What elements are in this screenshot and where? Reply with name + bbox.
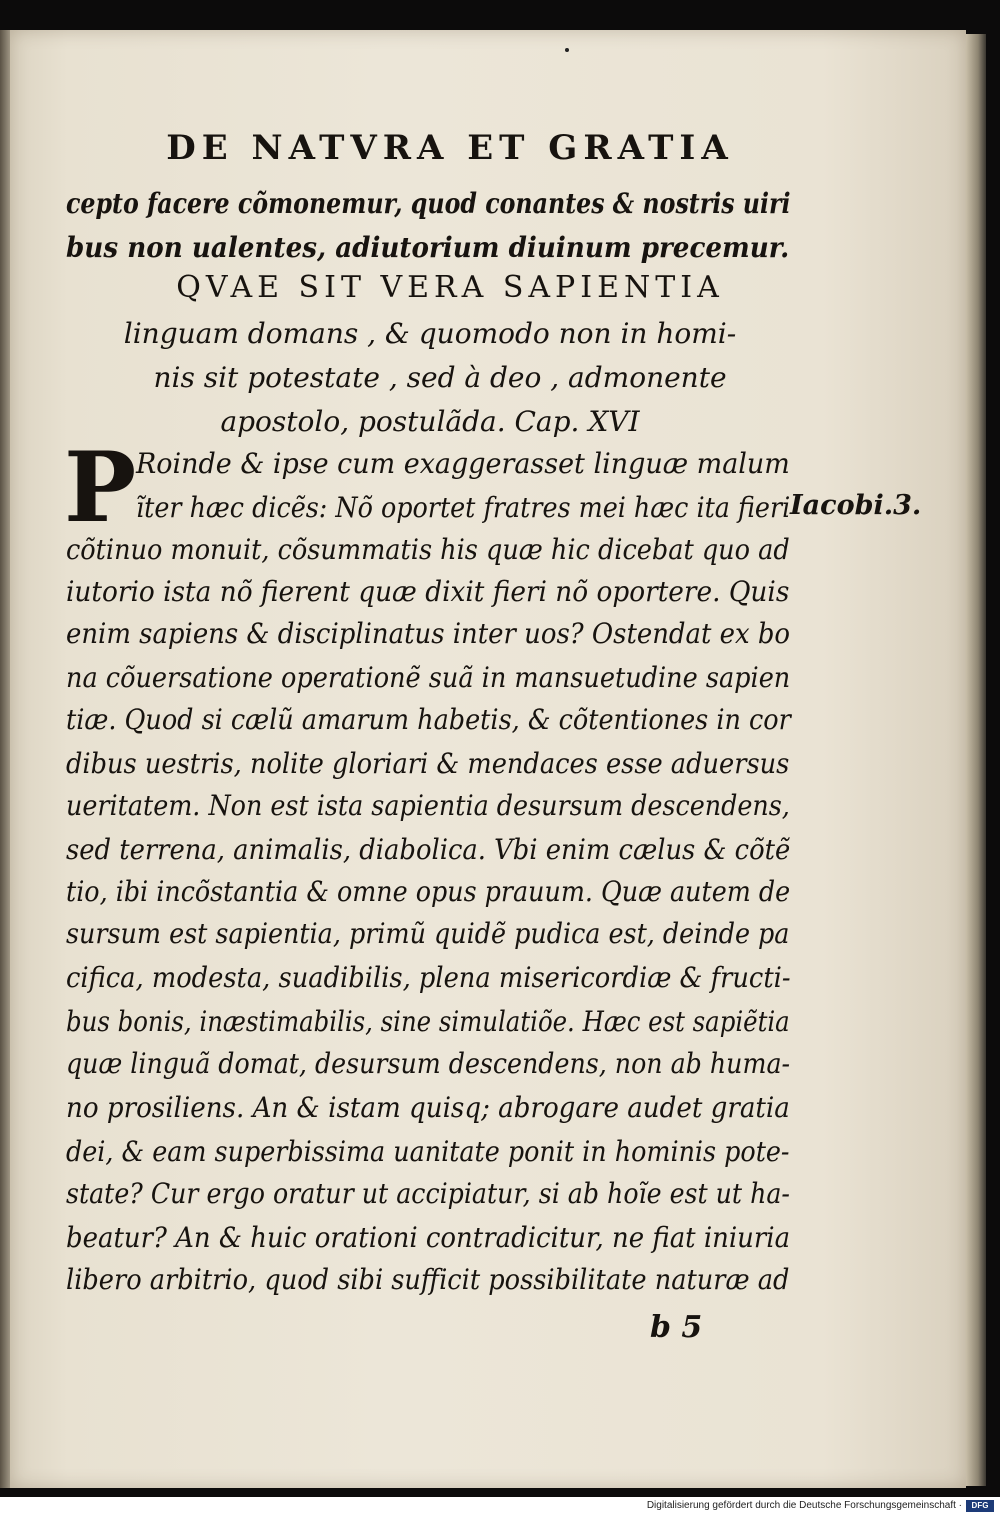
text-line: na cõuersatione operationẽ suã in mansuetudine sapien [66,661,791,694]
chapter-heading-3: nis sit potestate , sed à deo , admonente [153,361,727,394]
drop-cap: P [64,431,137,544]
page-edge [966,34,986,1486]
text-line: tio, ibi incõstantia & omne opus prauum. Quæ autem de [66,875,791,908]
chapter-heading-2: linguam domans , & quomodo non in homi- [123,317,737,350]
signature-mark: b 5 [650,1310,703,1345]
footer-credit: Digitalisierung gefördert durch die Deutsche Forschungsgemeinschaft · [646,1500,962,1511]
text-line: cõtinuo monuit, cõsummatis his quæ hic dicebat quo ad [66,533,790,566]
text-line: bus bonis, inæstimabilis, sine simulatiõe. Hæc est sapiẽtia [66,1005,790,1038]
text-line: sursum est sapientia, primũ quidẽ pudica est, deinde pa [66,917,790,950]
text-line: sed terrena, animalis, diabolica. Vbi enim cælus & cõtẽ [66,833,791,866]
text-line: no prosiliens. An & istam quisq; abrogare audet gratia [66,1091,790,1124]
text-line: quæ linguã domat, desursum descendens, non ab huma- [66,1047,791,1080]
text-line: tiæ. Quod si cælũ amarum habetis, & cõtentiones in cor [66,703,791,736]
text-line: iutorio ista nõ fierent quæ dixit fieri nõ oportere. Quis [66,575,790,608]
text-line: beatur? An & huic orationi contradicitur, ne fiat iniuria [66,1221,791,1254]
ink-speck [565,48,569,52]
text-line: ueritatem. Non est ista sapientia desursum descendens, [66,789,790,822]
text-line: libero arbitrio, quod sibi sufficit possibilitate naturæ ad [66,1263,790,1296]
lead-line-2: bus non ualentes, adiutorium diuinum precemur. [66,231,790,264]
text-line: state? Cur ergo oratur ut accipiatur, si ab hoĩe est ut ha- [66,1177,790,1210]
margin-note: Iacobi.3. [790,490,922,521]
text-line: dei, & eam superbissima uanitate ponit in hominis pote- [66,1135,790,1168]
chapter-heading-1: QVAE SIT VERA SAPIENTIA [176,270,724,305]
text-line: enim sapiens & disciplinatus inter uos? Ostendat ex bo [66,617,791,650]
lead-line-1: cepto facere cõmonemur, quod conantes & nostris uiri [66,187,791,220]
text-line: cifica, modesta, suadibilis, plena misericordiæ & fructi- [66,961,791,994]
text-line: dibus uestris, nolite gloriari & mendaces esse aduersus [66,747,790,780]
chapter-heading-4: apostolo, postulãda. Cap. XVI [220,405,640,438]
text-line: Roinde & ipse cum exaggerasset linguæ malum [136,447,790,480]
running-title: DE NATVRA ET GRATIA [166,128,734,168]
text-line: ĩter hæc dicẽs: Nõ oportet fratres mei hæc ita fieri [136,491,791,524]
dfg-logo-icon: DFG [966,1500,994,1512]
